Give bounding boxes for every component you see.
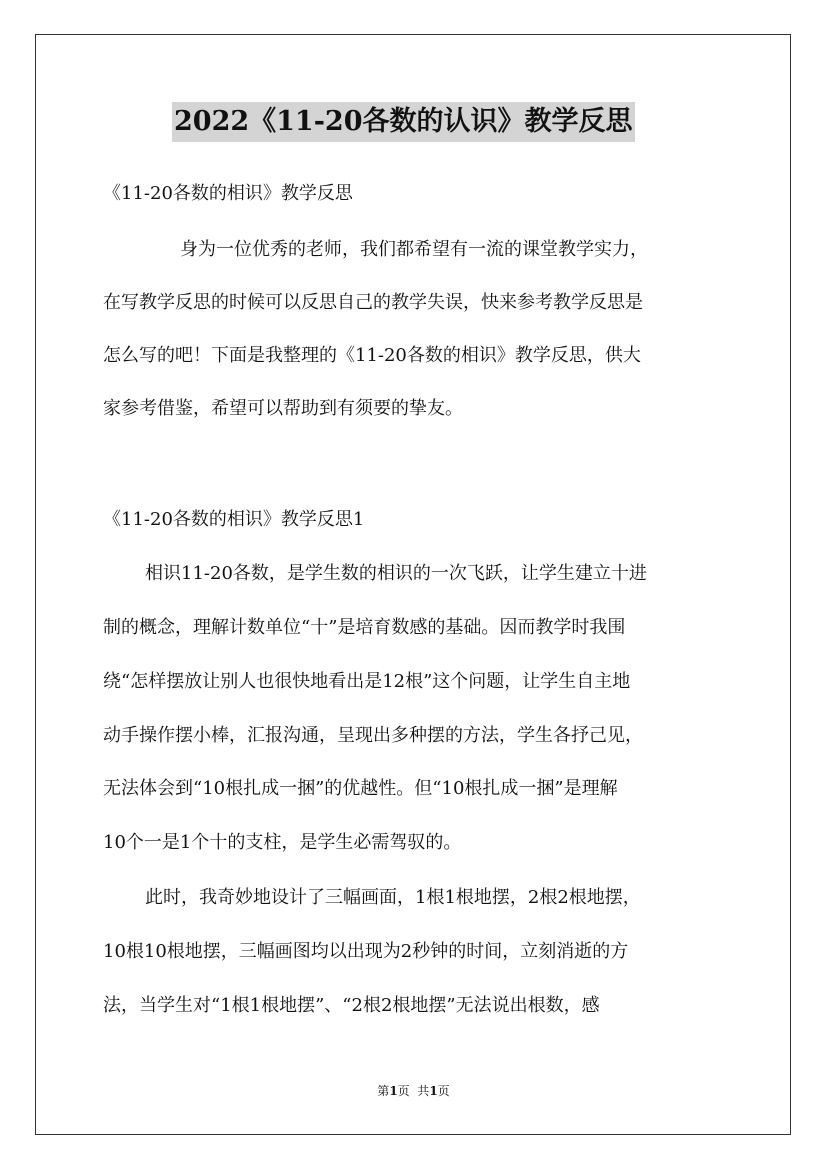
page-number: 1	[389, 1084, 398, 1098]
paragraph-line: 相识11-20各数，是学生数的相识的一次飞跃，让学生建立十进	[145, 563, 647, 584]
page-total: 1	[429, 1084, 438, 1098]
page-footer	[0, 1083, 827, 1099]
footer-mid: 页 共	[397, 1084, 430, 1098]
paragraph-line: 动手操作摆小棒，汇报沟通，呈现出多种摆的方法，学生各抒己见，	[103, 725, 643, 746]
footer-prefix: 第	[377, 1084, 390, 1098]
footer-suffix: 页	[437, 1084, 450, 1098]
paragraph-line: 10根10根地摆，三幅画图均以出现为2秒钟的时间，立刻消逝的方	[103, 941, 629, 962]
document-subtitle: 《11-20各数的相识》教学反思	[103, 183, 353, 204]
section-heading: 《11-20各数的相识》教学反思1	[103, 509, 365, 530]
paragraph-line: 此时，我奇妙地设计了三幅画面，1根1根地摆，2根2根地摆，	[145, 887, 641, 908]
paragraph-line: 无法体会到“10根扎成一捆”的优越性。但“10根扎成一捆”是理解	[103, 778, 618, 799]
document-title: 2022《11-20各数的认识》教学反思	[172, 102, 635, 142]
paragraph-line: 制的概念，理解计数单位“十”是培育数感的基础。因而教学时我围	[103, 617, 626, 638]
intro-line: 在写教学反思的时候可以反思自己的教学失误，快来参考教学反思是	[103, 292, 643, 313]
paragraph-line: 10个一是1个十的支柱，是学生必需驾驭的。	[103, 832, 462, 853]
intro-line: 家参考借鉴，希望可以帮助到有须要的挚友。	[103, 398, 463, 419]
intro-line: 身为一位优秀的老师，我们都希望有一流的课堂教学实力，	[180, 239, 648, 260]
paragraph-line: 绕“怎样摆放让别人也很快地看出是12根”这个问题，让学生自主地	[103, 671, 631, 692]
intro-line: 怎么写的吧！下面是我整理的《11-20各数的相识》教学反思，供大	[103, 345, 641, 366]
paragraph-line: 法，当学生对“1根1根地摆”、“2根2根地摆”无法说出根数，感	[103, 995, 600, 1016]
